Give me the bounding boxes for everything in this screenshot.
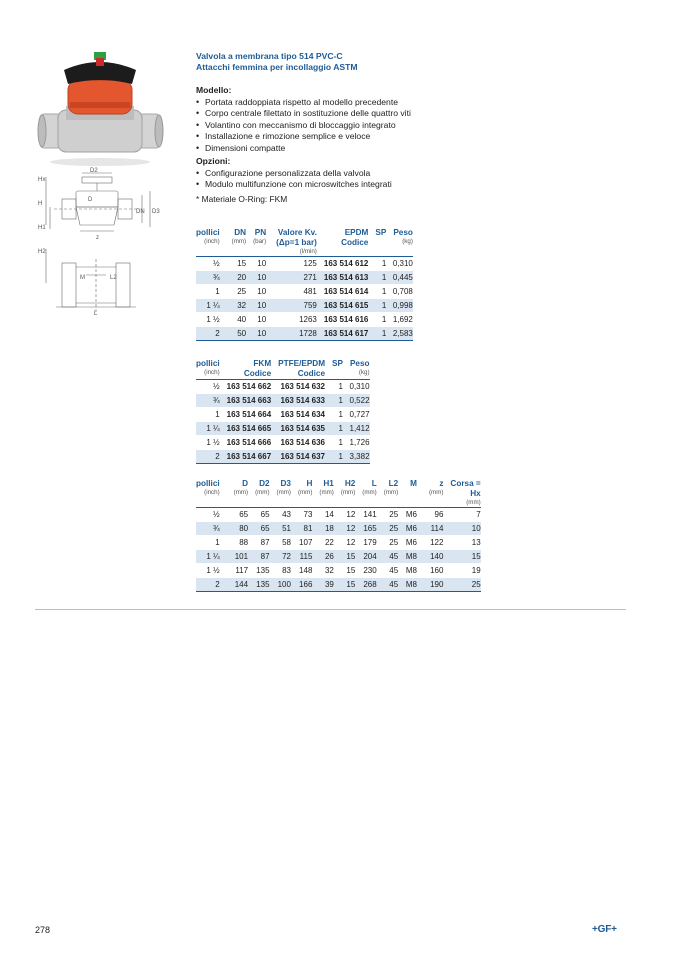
label-d3: D3 (152, 209, 160, 215)
table-row: 1 ¼ 101 87 72 115 26 15 204 45 M8 140 15 (196, 550, 481, 564)
col-header: L2 (mm) (383, 479, 399, 496)
label-l: L (94, 311, 98, 317)
label-hx: Hx (38, 177, 46, 183)
label-h2: H2 (38, 249, 46, 255)
table-row: 1 25 10 481 163 514 614 1 0,708 (196, 285, 413, 299)
col-header: L (mm) (362, 479, 377, 496)
table-row: ½ 163 514 662 163 514 632 1 0,310 (196, 380, 370, 394)
col-header: D (mm) (233, 479, 249, 496)
col-header: EPDM Codice (341, 228, 369, 247)
col-header: DN (mm) (231, 228, 247, 245)
product-description (196, 51, 536, 204)
table-row: 2 163 514 667 163 514 637 1 3,382 (196, 450, 370, 464)
dimensions-table (196, 479, 481, 592)
table-row: 1 ½ 117 135 83 148 32 15 230 45 M8 160 19 (196, 564, 481, 578)
fkm-ptfe-table (196, 359, 370, 464)
list-item: • Installazione e rimozione semplice e veloce (196, 131, 536, 142)
modello-list (196, 97, 536, 154)
table-row: ¾ 20 10 271 163 514 613 1 0,445 (196, 271, 413, 285)
list-item: • Modulo multifunzione con microswitches integrati (196, 179, 536, 190)
table-row: ½ 65 65 43 73 14 12 141 25 M6 96 7 (196, 508, 481, 522)
valve-product-image (36, 50, 166, 168)
page-number: 278 (35, 925, 51, 935)
col-header: Valore Kv. (Δp=1 bar) (l/min) (276, 228, 317, 255)
col-header: Corsa = Hx (mm) (450, 479, 481, 506)
label-m: M (80, 275, 85, 281)
label-h: H (38, 201, 43, 207)
col-header: SP (375, 228, 387, 237)
table-row: 1 ¼ 32 10 759 163 514 615 1 0,998 (196, 299, 413, 313)
table-row: ¾ 163 514 663 163 514 633 1 0,522 (196, 394, 370, 408)
table-row: 1 163 514 664 163 514 634 1 0,727 (196, 408, 370, 422)
table-row: ¾ 80 65 51 81 18 12 165 25 M6 114 10 (196, 522, 481, 536)
col-header: pollici (inch) (196, 228, 220, 245)
oring-note: * Materiale O-Ring: FKM (196, 193, 288, 204)
col-header: pollici (inch) (196, 359, 220, 376)
label-l2: L2 (110, 275, 117, 281)
col-header: D3 (mm) (276, 479, 291, 496)
table-row: 2 144 135 100 166 39 15 268 45 M8 190 25 (196, 578, 481, 592)
section-divider (35, 609, 626, 610)
col-header: SP (332, 359, 343, 368)
product-subtitle: Attacchi femmina per incollaggio ASTM (196, 62, 358, 72)
col-header: H2 (mm) (340, 479, 356, 496)
label-dn: DN (136, 209, 145, 215)
gf-logo: +GF+ (592, 924, 617, 935)
list-item: • Volantino con meccanismo di bloccaggio integrato (196, 120, 536, 131)
label-d: D (88, 197, 93, 203)
opzioni-heading: Opzioni: (196, 156, 231, 167)
col-header: FKM Codice (243, 359, 272, 378)
col-header: pollici (inch) (196, 479, 220, 496)
col-header: PN (bar) (253, 228, 267, 245)
valve-dimension-drawing (36, 167, 166, 317)
col-header: H1 (mm) (319, 479, 334, 496)
col-header: D2 (mm) (255, 479, 270, 496)
table-row: 1 ½ 163 514 666 163 514 636 1 1,726 (196, 436, 370, 450)
col-header: z (mm) (428, 479, 444, 496)
table-row: 2 50 10 1728 163 514 617 1 2,583 (196, 327, 413, 341)
table-row: 1 ¼ 163 514 665 163 514 635 1 1,412 (196, 422, 370, 436)
col-header: M (410, 479, 417, 488)
label-z: z (96, 235, 99, 241)
table-row: ½ 15 10 125 163 514 612 1 0,310 (196, 257, 413, 271)
modello-heading: Modello: (196, 85, 232, 95)
list-item: • Dimensioni compatte (196, 143, 536, 154)
list-item: • Corpo centrale filettato in sostituzione delle quattro viti (196, 108, 536, 119)
col-header: Peso (kg) (349, 359, 370, 376)
table-row: 1 88 87 58 107 22 12 179 25 M6 122 13 (196, 536, 481, 550)
list-item: • Portata raddoppiata rispetto al modello precedente (196, 97, 536, 108)
col-header: PTFE/EPDM Codice (278, 359, 326, 378)
table-row: 1 ½ 40 10 1263 163 514 616 1 1,692 (196, 313, 413, 327)
label-h1: H1 (38, 225, 46, 231)
opzioni-list (196, 168, 536, 191)
epdm-table (196, 228, 413, 341)
label-d2: D2 (90, 168, 98, 174)
col-header: Peso (kg) (393, 228, 413, 245)
col-header: H (mm) (297, 479, 313, 496)
list-item: • Configurazione personalizzata della valvola (196, 168, 536, 179)
product-title: Valvola a membrana tipo 514 PVC-C (196, 51, 343, 61)
